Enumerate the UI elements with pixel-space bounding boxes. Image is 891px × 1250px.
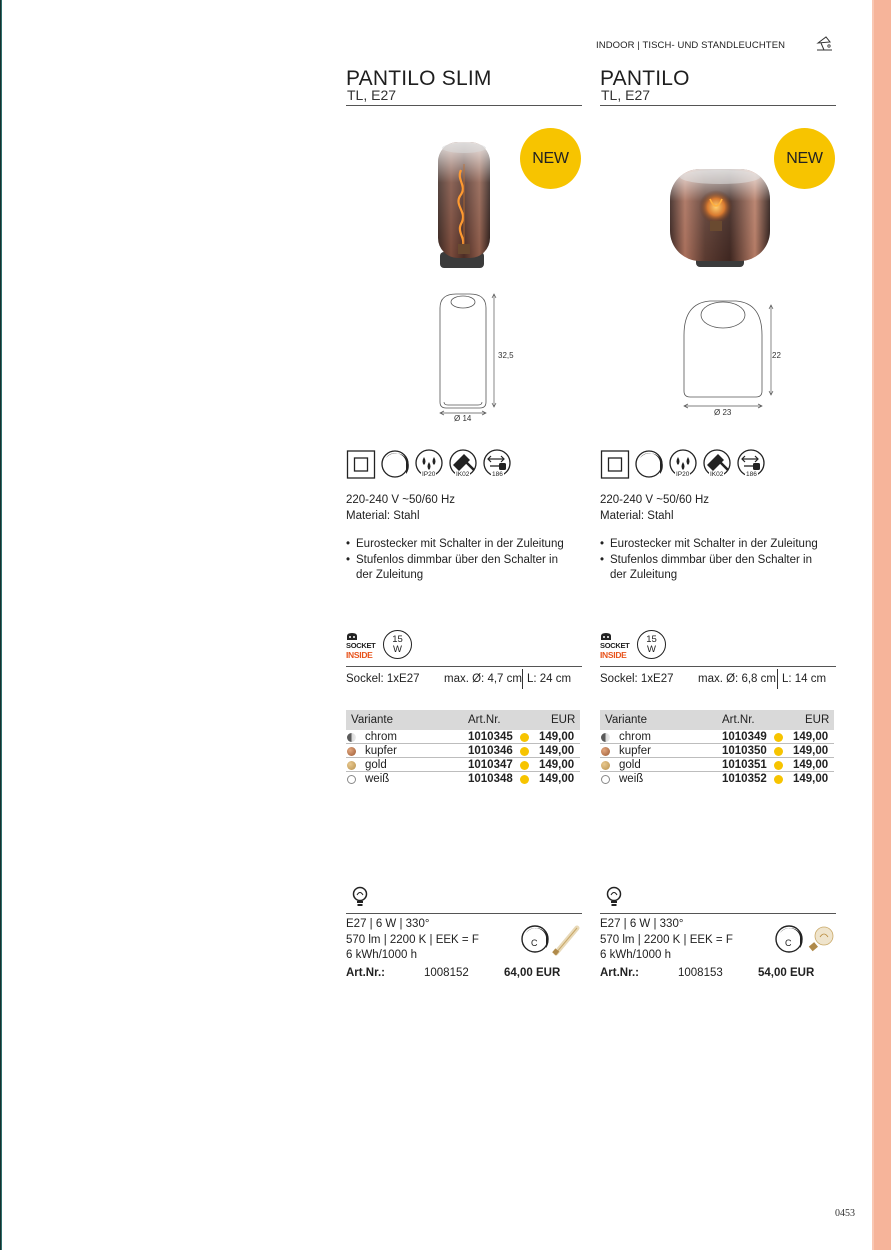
color-swatch-gold bbox=[347, 761, 356, 770]
dim-letter: C bbox=[785, 938, 792, 948]
cable-length-label: 186 bbox=[746, 471, 757, 478]
bulb-specs bbox=[600, 917, 733, 964]
socket-inside-logo bbox=[346, 632, 378, 660]
socket-text: SOCKET bbox=[346, 641, 376, 650]
max-diameter: max. Ø: 6,8 cm bbox=[698, 673, 776, 685]
lamp-length: L: 14 cm bbox=[782, 673, 827, 685]
ip-rating-label: IP20 bbox=[422, 471, 436, 478]
price: 149,00 bbox=[793, 745, 829, 757]
table-row[interactable] bbox=[600, 730, 834, 744]
bullet-item: • Stufenlos dimmbar über den Schalter in der Zuleitung bbox=[346, 553, 568, 584]
col-art-nr: Art.Nr. bbox=[722, 714, 755, 726]
col-variant: Variante bbox=[351, 714, 393, 726]
bulb-art-label: Art.Nr.: bbox=[346, 967, 385, 979]
height-dimension: 22 bbox=[772, 351, 781, 360]
bulb-divider bbox=[600, 913, 836, 914]
feature-icons bbox=[346, 448, 582, 482]
title-divider bbox=[600, 105, 836, 106]
bulb-spec-line: 6 kWh/1000 h bbox=[346, 949, 417, 961]
left-page-edge-dark bbox=[0, 0, 1, 1250]
availability-dot bbox=[520, 775, 529, 784]
variant-name: chrom bbox=[365, 731, 397, 743]
price: 149,00 bbox=[793, 759, 829, 771]
light-bulb-icon bbox=[606, 886, 622, 908]
height-dimension: 32,5 bbox=[498, 351, 514, 360]
price: 149,00 bbox=[793, 773, 829, 785]
dimension-drawing bbox=[680, 295, 784, 417]
product-subtitle: TL, E27 bbox=[347, 87, 397, 103]
bulb-spec-line: 570 lm | 2200 K | EEK = F bbox=[346, 933, 479, 946]
variant-name: gold bbox=[365, 759, 387, 771]
price: 149,00 bbox=[539, 773, 575, 785]
bulb-art-label: Art.Nr.: bbox=[600, 967, 639, 979]
lamp-length: L: 24 cm bbox=[527, 673, 572, 685]
page-number: 0453 bbox=[835, 1208, 855, 1219]
feature-bullets bbox=[346, 537, 582, 584]
table-row[interactable] bbox=[600, 744, 834, 758]
new-badge: NEW bbox=[520, 128, 581, 189]
bulb-spec-line: E27 | 6 W | 330° bbox=[600, 918, 684, 930]
socket-info bbox=[600, 668, 836, 690]
availability-dot bbox=[774, 733, 783, 742]
voltage-text: 220-240 V ~50/60 Hz bbox=[600, 494, 710, 506]
max-watt-badge bbox=[383, 630, 412, 659]
socket-type: Sockel: 1xE27 bbox=[600, 673, 674, 685]
variant-name: chrom bbox=[619, 731, 651, 743]
bulb-price: 64,00 EUR bbox=[504, 967, 561, 979]
bullet-item: • Eurostecker mit Schalter in der Zuleitung bbox=[600, 537, 836, 553]
product-photo bbox=[666, 165, 774, 269]
dimmable-c-icon bbox=[774, 924, 804, 954]
color-swatch-chrom bbox=[347, 733, 356, 742]
material-text: Material: Stahl bbox=[346, 509, 420, 522]
protection-class-icon bbox=[346, 448, 376, 482]
socket-divider bbox=[600, 666, 836, 667]
variant-name: weiß bbox=[365, 773, 390, 785]
bullet-item: • Eurostecker mit Schalter in der Zuleitung bbox=[346, 537, 582, 553]
info-separator bbox=[522, 669, 523, 689]
title-divider bbox=[346, 105, 582, 106]
bulb-price: 54,00 EUR bbox=[758, 967, 815, 979]
table-header bbox=[600, 710, 834, 730]
socket-inside-logo bbox=[600, 632, 632, 660]
table-header bbox=[346, 710, 580, 730]
bulb-spec-line: 570 lm | 2200 K | EEK = F bbox=[600, 933, 733, 946]
article-number: 1010346 bbox=[468, 745, 513, 757]
watt-value: 15 bbox=[392, 634, 403, 645]
filament-tube-bulb bbox=[552, 924, 582, 956]
socket-type: Sockel: 1xE27 bbox=[346, 673, 420, 685]
availability-dot bbox=[774, 775, 783, 784]
chapter-color-band bbox=[872, 0, 891, 1250]
bulb-specs bbox=[346, 917, 479, 964]
col-eur: EUR bbox=[805, 714, 830, 726]
feature-bullets bbox=[600, 537, 836, 584]
bulb-divider bbox=[346, 913, 582, 914]
dimmable-icon bbox=[380, 448, 410, 482]
col-art-nr: Art.Nr. bbox=[468, 714, 501, 726]
bulb-article bbox=[346, 967, 582, 983]
cable-length-label: 186 bbox=[492, 471, 503, 478]
info-separator bbox=[777, 669, 778, 689]
price: 149,00 bbox=[539, 731, 575, 743]
bulb-spec-line: 6 kWh/1000 h bbox=[600, 949, 671, 961]
socket-info bbox=[346, 668, 582, 690]
category-breadcrumb: INDOOR | TISCH- UND STANDLEUCHTEN bbox=[596, 40, 786, 51]
diameter-dimension: Ø 14 bbox=[454, 414, 472, 423]
price: 149,00 bbox=[793, 731, 829, 743]
impact-rating-label: IK02 bbox=[710, 471, 724, 478]
watt-unit: W bbox=[393, 644, 402, 655]
socket-text: SOCKET bbox=[600, 641, 630, 650]
availability-dot bbox=[520, 747, 529, 756]
max-diameter: max. Ø: 4,7 cm bbox=[444, 673, 522, 685]
watt-value: 15 bbox=[646, 634, 657, 645]
article-number: 1010347 bbox=[468, 759, 513, 771]
product-photo bbox=[434, 140, 494, 272]
impact-rating-label: IK02 bbox=[456, 471, 470, 478]
article-number: 1010345 bbox=[468, 731, 513, 743]
color-swatch-kupfer bbox=[601, 747, 610, 756]
bulb-art-number: 1008152 bbox=[424, 967, 469, 979]
socket-divider bbox=[346, 666, 582, 667]
variant-table bbox=[346, 710, 580, 786]
product-title: PANTILO bbox=[600, 67, 690, 90]
diameter-dimension: Ø 23 bbox=[714, 408, 732, 417]
table-row[interactable] bbox=[600, 758, 834, 772]
bulb-art-number: 1008153 bbox=[678, 967, 723, 979]
color-swatch-weiss bbox=[347, 775, 356, 784]
variant-name: gold bbox=[619, 759, 641, 771]
article-number: 1010351 bbox=[722, 759, 767, 771]
max-watt-badge bbox=[637, 630, 666, 659]
table-row[interactable] bbox=[346, 744, 580, 758]
color-swatch-weiss bbox=[601, 775, 610, 784]
variant-table bbox=[600, 710, 834, 786]
color-swatch-kupfer bbox=[347, 747, 356, 756]
inside-text: INSIDE bbox=[346, 650, 373, 660]
ip-rating-label: IP20 bbox=[676, 471, 690, 478]
voltage-text: 220-240 V ~50/60 Hz bbox=[346, 494, 456, 506]
feature-icons bbox=[600, 448, 836, 482]
dim-letter: C bbox=[531, 938, 538, 948]
price: 149,00 bbox=[539, 759, 575, 771]
table-row[interactable] bbox=[346, 758, 580, 772]
variant-name: weiß bbox=[619, 773, 644, 785]
socket-badges bbox=[600, 628, 836, 660]
bulb-article bbox=[600, 967, 836, 983]
availability-dot bbox=[774, 747, 783, 756]
article-number: 1010350 bbox=[722, 745, 767, 757]
product-pantilo-slim bbox=[346, 0, 582, 1000]
bullet-item: • Stufenlos dimmbar über den Schalter in der Zuleitung bbox=[600, 553, 816, 584]
dimmable-c-icon bbox=[520, 924, 550, 954]
globe-filament-bulb bbox=[806, 924, 836, 954]
variant-name: kupfer bbox=[365, 745, 397, 757]
availability-dot bbox=[520, 761, 529, 770]
bulb-spec-line: E27 | 6 W | 330° bbox=[346, 918, 430, 930]
variant-name: kupfer bbox=[619, 745, 651, 757]
col-variant: Variante bbox=[605, 714, 647, 726]
material-text: Material: Stahl bbox=[600, 509, 674, 522]
article-number: 1010352 bbox=[722, 773, 767, 785]
new-badge: NEW bbox=[774, 128, 835, 189]
color-swatch-gold bbox=[601, 761, 610, 770]
color-swatch-chrom bbox=[601, 733, 610, 742]
electrical-specs bbox=[600, 493, 709, 524]
socket-icon bbox=[600, 632, 612, 641]
socket-badges bbox=[346, 628, 582, 660]
watt-unit: W bbox=[647, 644, 656, 655]
col-eur: EUR bbox=[551, 714, 576, 726]
article-number: 1010348 bbox=[468, 773, 513, 785]
inside-text: INSIDE bbox=[600, 650, 627, 660]
table-row[interactable] bbox=[346, 772, 580, 786]
product-title: PANTILO SLIM bbox=[346, 67, 492, 90]
table-row[interactable] bbox=[346, 730, 580, 744]
light-bulb-icon bbox=[352, 886, 368, 908]
table-row[interactable] bbox=[600, 772, 834, 786]
protection-class-icon bbox=[600, 448, 630, 482]
electrical-specs bbox=[346, 493, 455, 524]
price: 149,00 bbox=[539, 745, 575, 757]
socket-icon bbox=[346, 632, 358, 641]
dimmable-icon bbox=[634, 448, 664, 482]
availability-dot bbox=[520, 733, 529, 742]
article-number: 1010349 bbox=[722, 731, 767, 743]
product-pantilo bbox=[600, 0, 836, 1000]
product-subtitle: TL, E27 bbox=[601, 87, 651, 103]
availability-dot bbox=[774, 761, 783, 770]
